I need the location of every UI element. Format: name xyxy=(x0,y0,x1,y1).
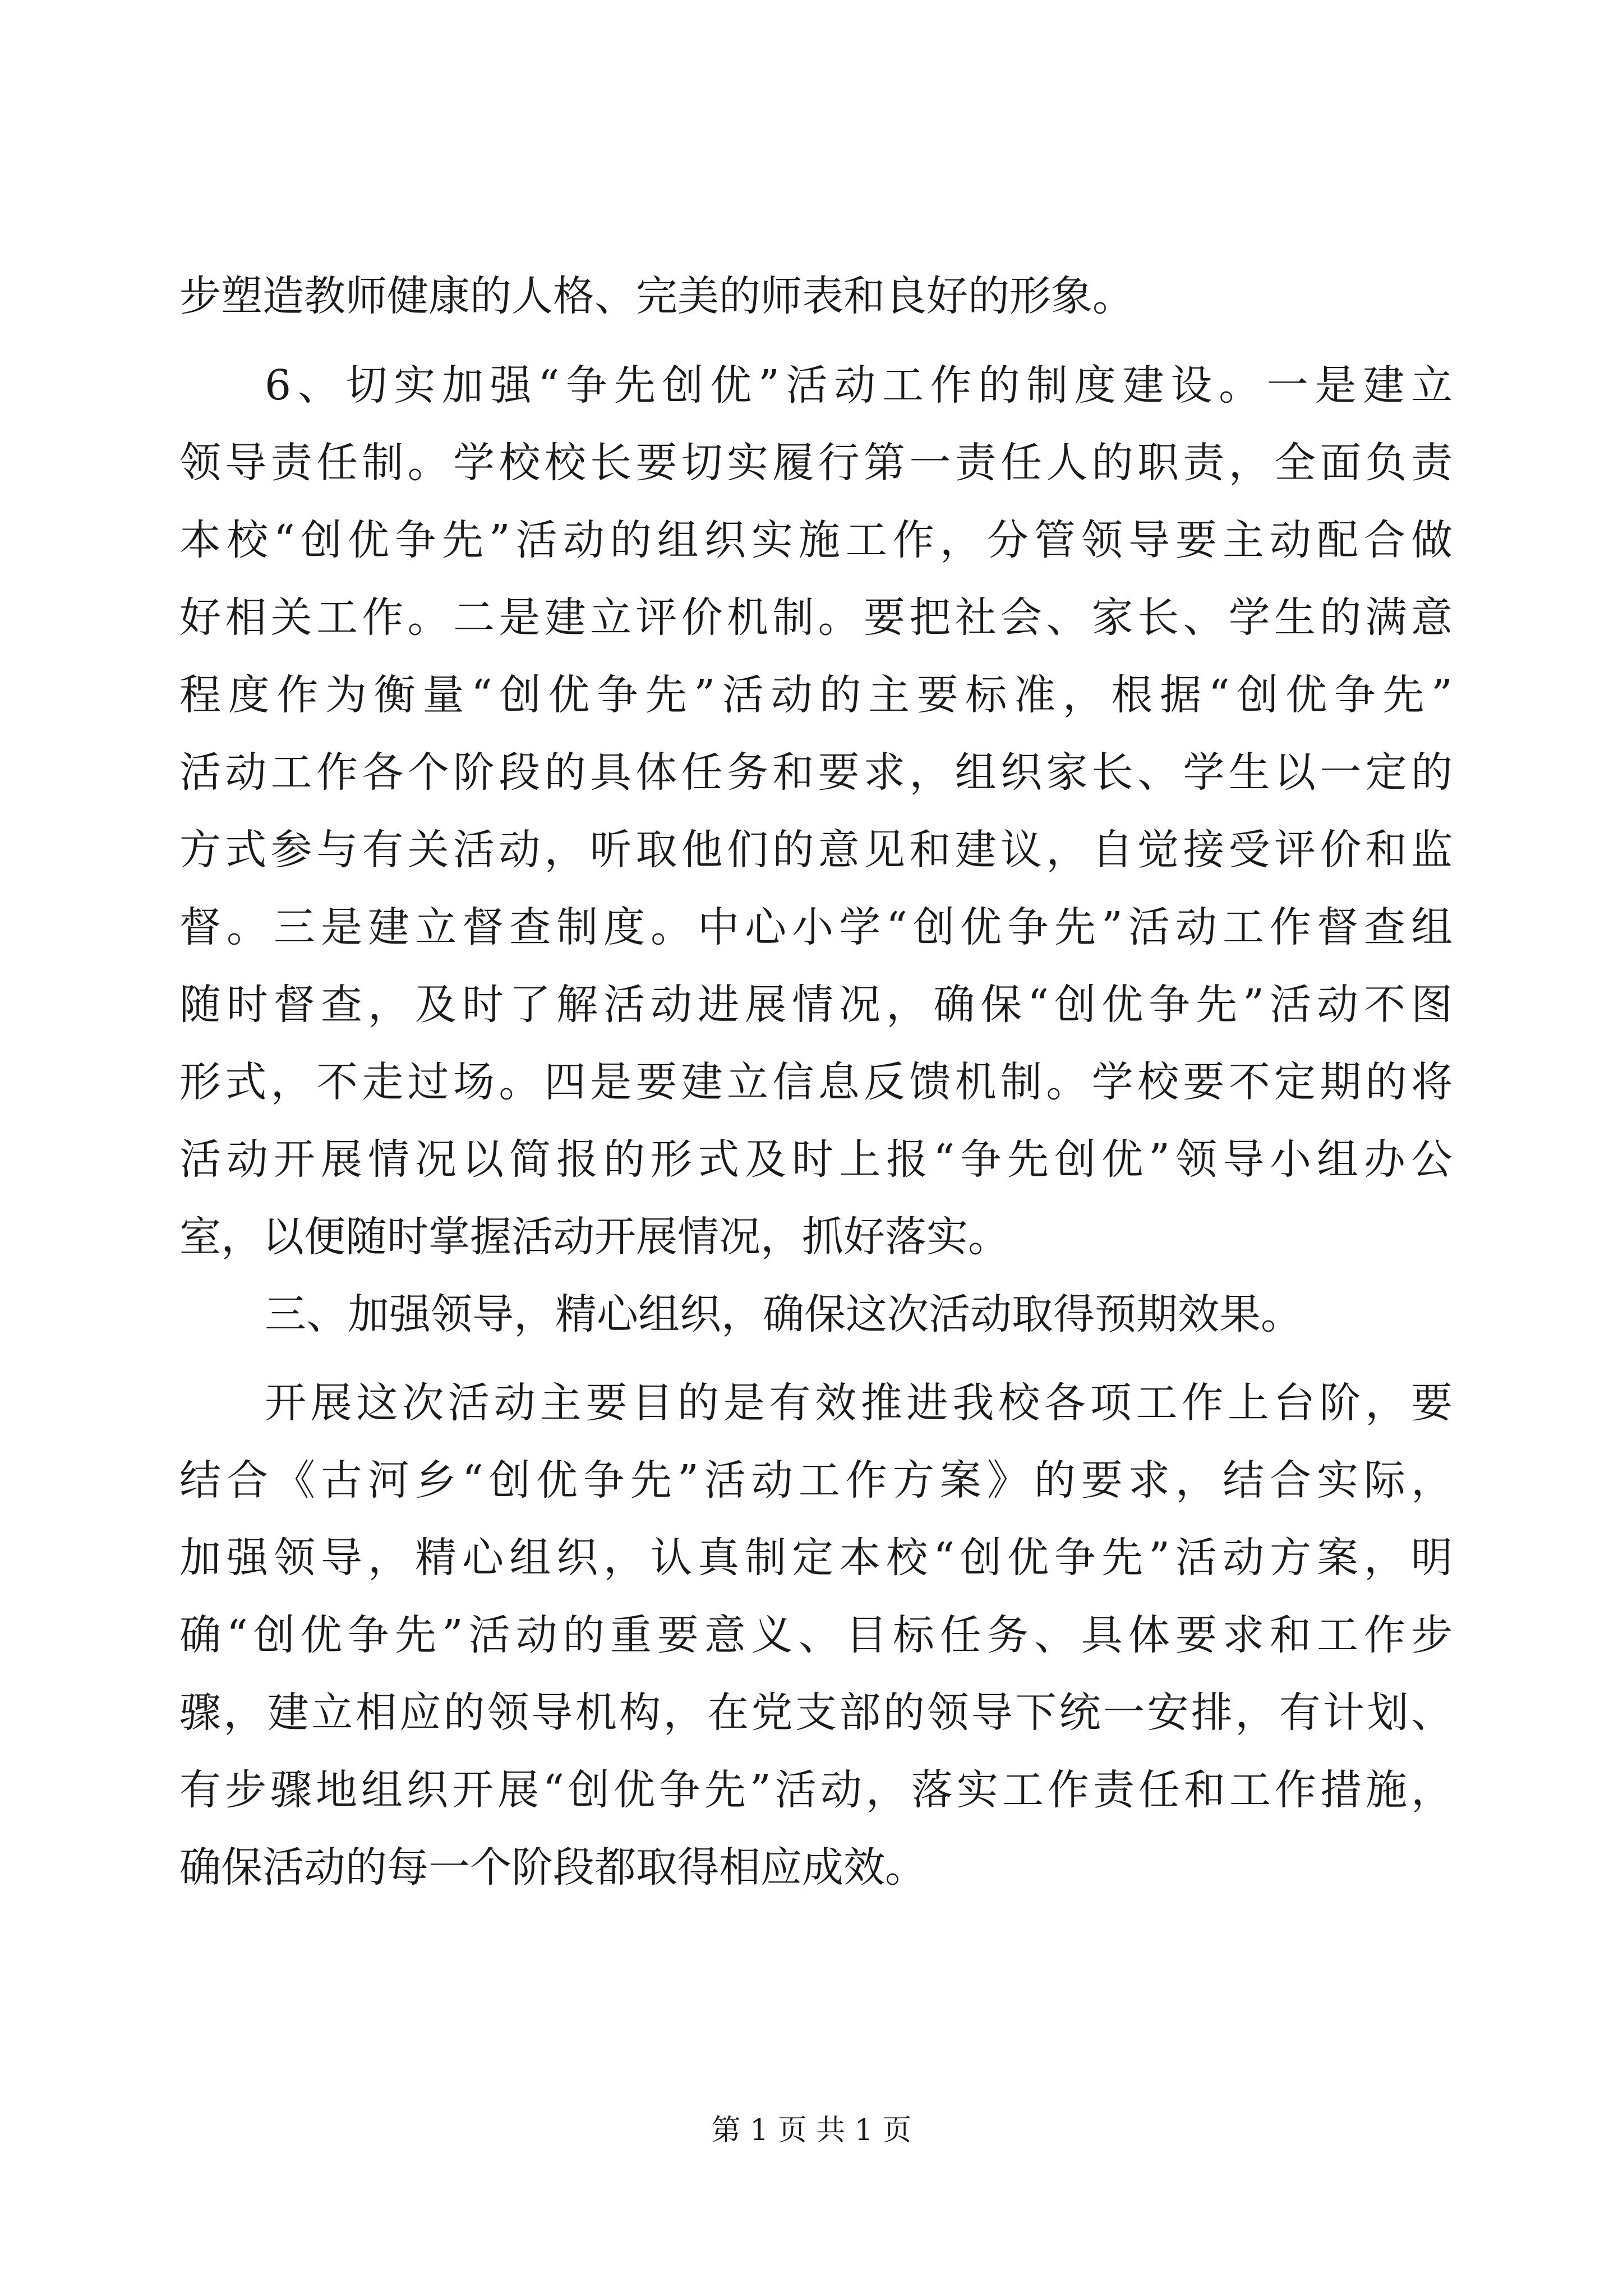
page-footer: 第 1 页 共 1 页 xyxy=(711,2114,912,2147)
text-line-18: 确“创优争先”活动的重要意义、目标任务、具体要求和工作步 xyxy=(179,1611,1453,1659)
text-line-20: 有步骤地组织开展“创优争先”活动，落实工作责任和工作措施， xyxy=(179,1766,1453,1814)
text-line-16: 结合《古河乡“创优争先”活动工作方案》的要求，结合实际， xyxy=(179,1456,1453,1504)
text-line-12: 活动开展情况以简报的形式及时上报“争先创优”领导小组办公 xyxy=(179,1135,1453,1184)
text-line-21: 确保活动的每一个阶段都取得相应成效。 xyxy=(179,1843,926,1892)
text-line-11: 形式，不走过场。四是要建立信息反馈机制。学校要不定期的将 xyxy=(179,1058,1453,1106)
text-line-3: 领导责任制。学校校长要切实履行第一责任人的职责，全面负责 xyxy=(179,439,1453,487)
text-line-2: 6、切实加强“争先创优”活动工作的制度建设。一是建立 xyxy=(265,361,1453,409)
text-line-4: 本校“创优争先”活动的组织实施工作，分管领导要主动配合做 xyxy=(179,516,1453,564)
text-line-19: 骤，建立相应的领导机构，在党支部的领导下统一安排，有计划、 xyxy=(179,1688,1453,1737)
text-line-7: 活动工作各个阶段的具体任务和要求，组织家长、学生以一定的 xyxy=(179,748,1453,797)
text-line-15: 开展这次活动主要目的是有效推进我校各项工作上台阶，要 xyxy=(265,1379,1453,1427)
text-line-9: 督。三是建立督查制度。中心小学“创优争先”活动工作督查组 xyxy=(179,903,1453,951)
text-line-10: 随时督查，及时了解活动进展情况，确保“创优争先”活动不图 xyxy=(179,981,1453,1029)
text-line-8: 方式参与有关活动，听取他们的意见和建议，自觉接受评价和监 xyxy=(179,826,1453,874)
text-line-13: 室，以便随时掌握活动开展情况，抓好落实。 xyxy=(179,1213,1009,1261)
text-line-17: 加强领导，精心组织，认真制定本校“创优争先”活动方案，明 xyxy=(179,1534,1453,1582)
section-heading: 三、加强领导，精心组织，确保这次活动取得预期效果。 xyxy=(265,1290,1302,1338)
text-line-6: 程度作为衡量“创优争先”活动的主要标准，根据“创优争先” xyxy=(179,671,1453,719)
text-line-5: 好相关工作。二是建立评价机制。要把社会、家长、学生的满意 xyxy=(179,593,1453,642)
text-line-1: 步塑造教师健康的人格、完美的师表和良好的形象。 xyxy=(179,272,1134,320)
